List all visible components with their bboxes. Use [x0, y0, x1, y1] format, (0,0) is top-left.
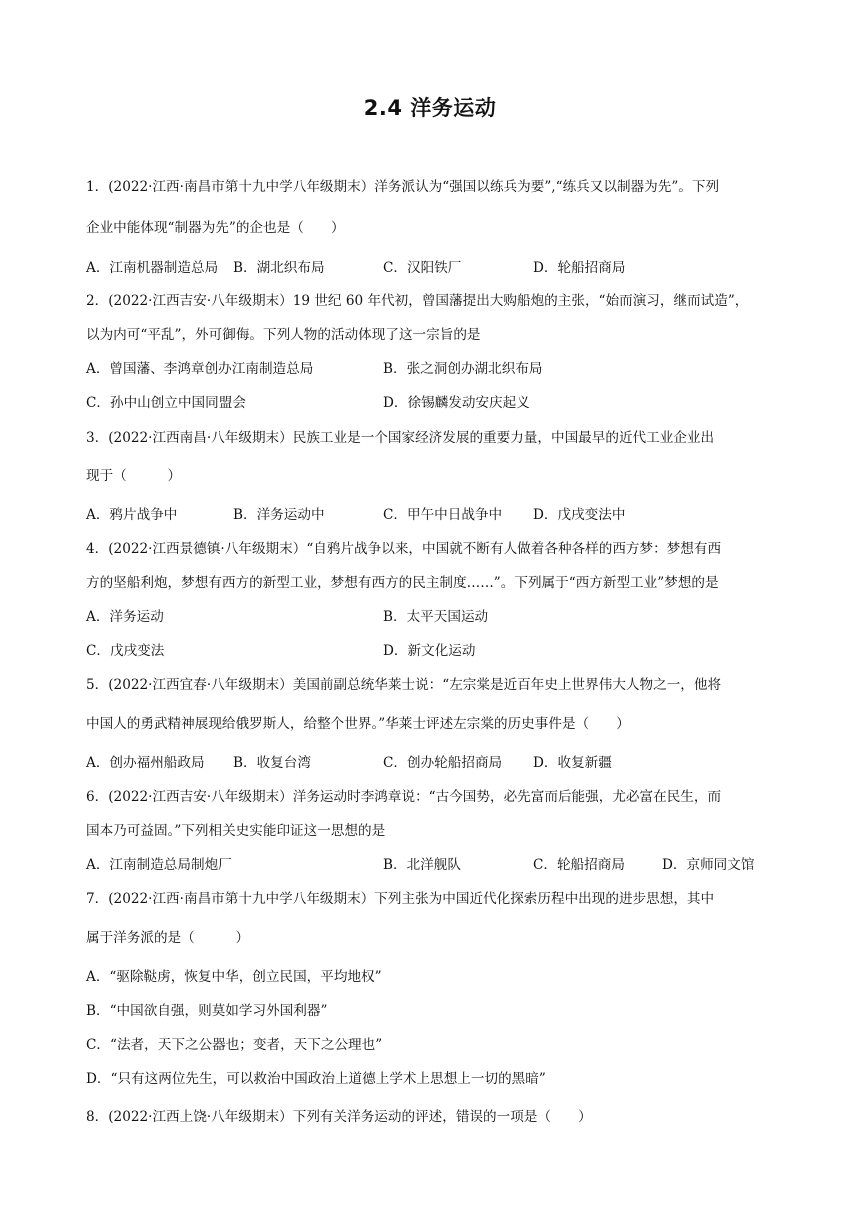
question-5-option-d: D．收复新疆 — [533, 755, 612, 771]
question-4-option-b: B．太平天国运动 — [383, 609, 489, 625]
question-6-option-c: C．轮船招商局 — [533, 857, 625, 873]
question-4-option-a: A．洋务运动 — [86, 609, 164, 625]
question-2-option-d: D．徐锡麟发动安庆起义 — [383, 395, 530, 411]
question-5-option-c: C．创办轮船招商局 — [383, 755, 503, 771]
question-4-line-2: 方的坚船利炮，梦想有西方的新型工业，梦想有西方的民主制度……”。下列属于“西方新型工业”梦想的是 — [86, 575, 719, 591]
question-3-option-d: D．戊戌变法中 — [533, 507, 626, 523]
question-7-line-1: 7．(2022·江西·南昌市第十九中学八年级期末）下列主张为中国近代化探索历程中出现的进步思想，其中 — [86, 891, 715, 907]
question-7-line-2: 属于洋务派的是（ ） — [86, 930, 250, 946]
question-6-option-b: B．北洋舰队 — [383, 857, 461, 873]
question-6-option-a: A．江南制造总局制炮厂 — [86, 857, 232, 873]
question-7-option-c: C．“法者，天下之公器也；变者，天下之公理也” — [86, 1037, 383, 1053]
question-7-option-a: A．“驱除鞑虏，恢复中华，创立民国，平均地权” — [86, 969, 382, 985]
question-2-option-a: A．曾国藩、李鸿章创办江南制造总局 — [86, 361, 314, 377]
question-4-line-1: 4．(2022·江西景德镇·八年级期末）“自鸦片战争以来，中国就不断有人做着各种各样的西方梦：梦想有西 — [86, 541, 722, 557]
question-1-option-b: B．湖北织布局 — [233, 260, 325, 276]
question-1-line-1: 1．(2022·江西·南昌市第十九中学八年级期末）洋务派认为“强国以练兵为要”,“练兵又以制器为先”。下列 — [86, 179, 720, 195]
page-title: 2.4 洋务运动 — [363, 96, 497, 120]
question-5-option-b: B．收复台湾 — [233, 755, 311, 771]
question-2-option-b: B．张之洞创办湖北织布局 — [383, 361, 543, 377]
question-1-option-d: D．轮船招商局 — [533, 260, 626, 276]
question-3-option-c: C．甲午中日战争中 — [383, 507, 503, 523]
question-5-option-a: A．创办福州船政局 — [86, 755, 205, 771]
question-6-option-d: D．京师同文馆 — [662, 857, 755, 873]
question-3-line-2: 现于（ ） — [86, 468, 182, 484]
question-1-option-a: A．江南机器制造总局 — [86, 260, 219, 276]
question-7-option-b: B．“中国欲自强，则莫如学习外国利器” — [86, 1003, 328, 1019]
question-6-line-1: 6．(2022·江西吉安·八年级期末）洋务运动时李鸿章说：“古今国势，必先富而后能强，尤必富在民生，而 — [86, 789, 722, 805]
question-8-line-1: 8．(2022·江西上饶·八年级期末）下列有关洋务运动的评述，错误的一项是（ ） — [86, 1109, 592, 1125]
question-5-line-2: 中国人的勇武精神展现给俄罗斯人，给整个世界。”华莱士评述左宗棠的历史事件是（ ） — [86, 716, 630, 732]
question-3-line-1: 3．(2022·江西南昌·八年级期末）民族工业是一个国家经济发展的重要力量，中国最早的近代工业企业出 — [86, 430, 715, 446]
question-1-line-2: 企业中能体现“制器为先”的企也是（ ） — [86, 220, 345, 236]
question-2-line-2: 以为内可“平乱”，外可御侮。下列人物的活动体现了这一宗旨的是 — [86, 327, 481, 343]
question-3-option-b: B．洋务运动中 — [233, 507, 325, 523]
question-6-line-2: 国本乃可益固。”下列相关史实能印证这一思想的是 — [86, 823, 386, 839]
question-4-option-d: D．新文化运动 — [383, 643, 476, 659]
question-4-option-c: C．戊戌变法 — [86, 643, 165, 659]
question-5-line-1: 5．(2022·江西宜春·八年级期末）美国前副总统华莱士说：“左宗棠是近百年史上世界伟大人物之一，他将 — [86, 677, 722, 693]
question-1-option-c: C．汉阳铁厂 — [383, 260, 462, 276]
question-2-line-1: 2．(2022·江西吉安·八年级期末）19 世纪 60 年代初，曾国藩提出大购船炮的主张，“始而演习，继而试造”， — [86, 293, 749, 309]
question-3-option-a: A．鸦片战争中 — [86, 507, 178, 523]
question-7-option-d: D．“只有这两位先生，可以救治中国政治上道德上学术上思想上一切的黑暗” — [86, 1071, 546, 1087]
question-2-option-c: C．孙中山创立中国同盟会 — [86, 395, 246, 411]
